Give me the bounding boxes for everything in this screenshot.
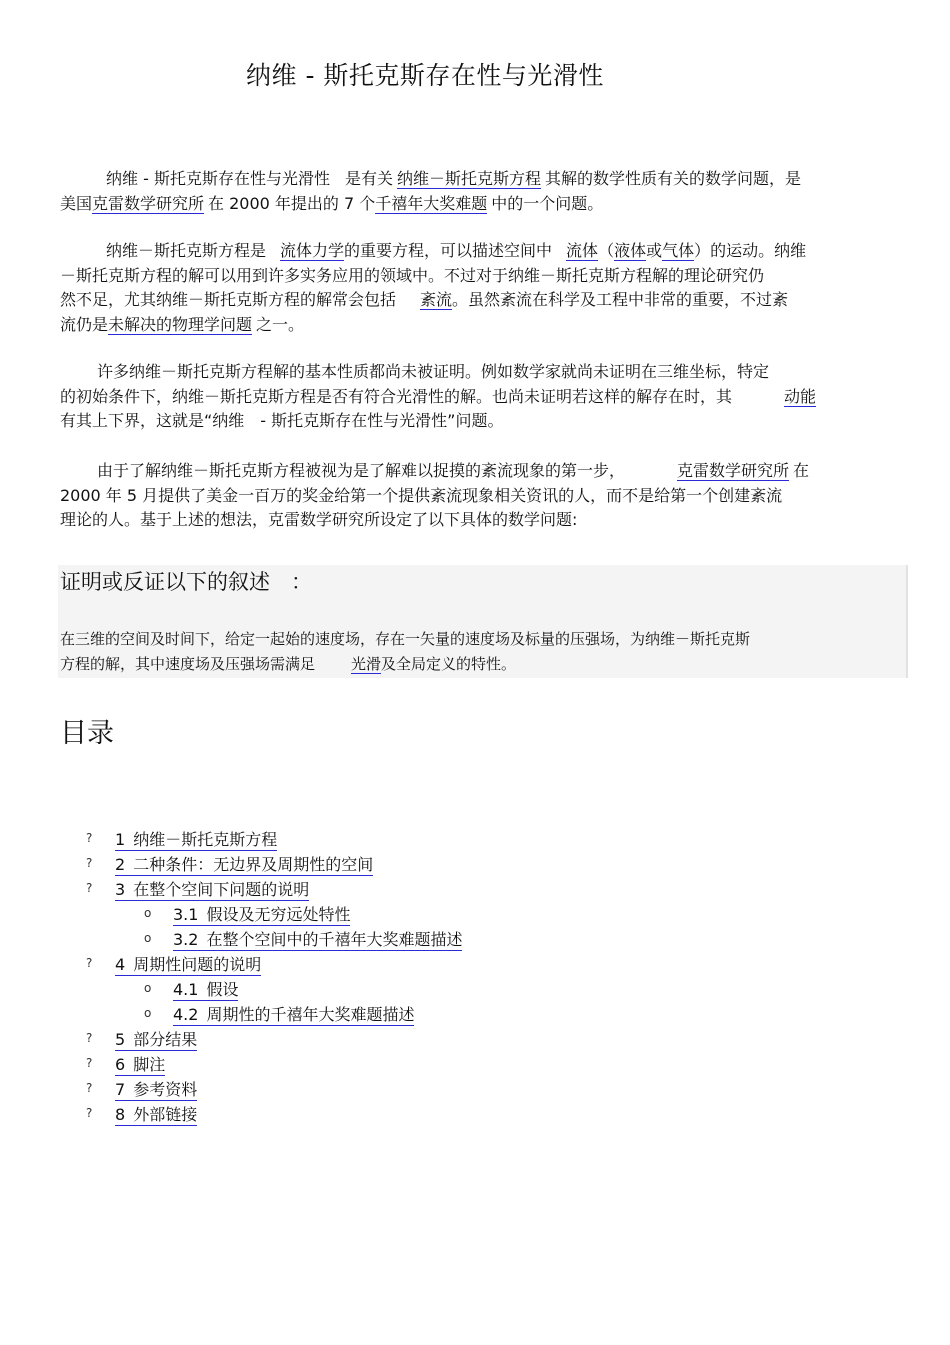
toc-title: 目录 <box>60 718 114 749</box>
bullet-icon: ? <box>86 881 93 895</box>
toc-text: 纳维－斯托克斯方程 <box>133 830 278 849</box>
text-line <box>60 459 902 484</box>
page-title: 纳维 - 斯托克斯存在性与光滑性 <box>246 61 604 90</box>
toc-number: 4 <box>115 955 126 974</box>
bullet-icon: o <box>144 1006 152 1020</box>
statement-body <box>60 627 750 676</box>
bullet-icon: ? <box>86 1081 93 1095</box>
link-smooth[interactable]: 光滑 <box>351 654 382 673</box>
toc-link[interactable] <box>173 977 238 1001</box>
text-line <box>60 652 750 677</box>
text-span: 在 2000 年提出的 7 个 <box>208 193 376 213</box>
text-span: 中的一个问题。 <box>491 193 604 213</box>
toc-text: 在整个空间下问题的说明 <box>133 880 310 899</box>
toc-subitem <box>0 1001 950 1026</box>
toc-link[interactable] <box>115 952 261 976</box>
toc-link[interactable] <box>115 1102 197 1126</box>
toc-text: 在整个空间中的千禧年大奖难题描述 <box>206 930 463 949</box>
link-unsolved-physics[interactable]: 未解决的物理学问题 <box>108 314 253 334</box>
bullet-icon: ? <box>86 1056 93 1070</box>
text-span: （ <box>598 241 615 260</box>
text-span: 纳维－斯托克斯方程是 <box>106 241 267 260</box>
toc-number: 5 <box>115 1030 126 1049</box>
text-line: 有其上下界，这就是“纳维 - 斯托克斯存在性与光滑性”问题。 <box>60 411 504 430</box>
toc-subitem <box>0 976 950 1001</box>
text-span: 在 <box>793 461 810 480</box>
link-navier-stokes-equation[interactable]: 纳维－斯托克斯方程 <box>396 169 541 188</box>
text-span: 及全局定义的特性。 <box>381 654 517 673</box>
text-span: 方程的解，其中速度场及压强场需满足 <box>60 654 316 673</box>
toc-subitem <box>0 901 950 926</box>
toc-number: 3.2 <box>173 930 199 949</box>
toc-number: 3.1 <box>173 905 199 924</box>
bullet-icon: o <box>144 931 152 945</box>
text-span: 美国 <box>60 193 93 213</box>
bullet-icon: o <box>144 906 152 920</box>
text-span: 由于了解纳维－斯托克斯方程被视为是了解难以捉摸的紊流现象的第一步， <box>97 461 626 480</box>
link-liquid[interactable]: 液体 <box>614 241 647 260</box>
toc-item <box>0 1101 950 1126</box>
paragraph-fluid <box>60 239 902 337</box>
link-turbulence[interactable]: 紊流 <box>420 290 453 309</box>
text-span: 。虽然紊流在科学及工程中非常的重要，不过紊 <box>452 290 789 309</box>
text-span: 之一。 <box>256 314 305 334</box>
toc-text: 假设及无穷远处特性 <box>206 905 351 924</box>
text-span: 是有关 <box>344 169 393 188</box>
text-line <box>60 192 902 217</box>
toc-link[interactable] <box>115 852 373 876</box>
toc-link[interactable] <box>115 877 309 901</box>
text-line: 2000 年 5 月提供了美金一百万的奖金给第一个提供紊流现象相关资讯的人，而不是给第一个创建紊流 <box>60 485 783 505</box>
text-line: 理论的人。基于上述的想法，克雷数学研究所设定了以下具体的数学问题: <box>60 510 578 529</box>
text-span: 其解的数学性质有关的数学问题，是 <box>544 169 801 188</box>
toc-link[interactable] <box>115 1077 197 1101</box>
bullet-icon: ? <box>86 1106 93 1120</box>
link-millennium-prize[interactable]: 千禧年大奖难题 <box>375 193 488 213</box>
text-line <box>60 360 902 385</box>
toc-text: 部分结果 <box>133 1030 198 1049</box>
text-span: 的初始条件下，纳维－斯托克斯方程是否有符合光滑性的解。也尚未证明若这样的解存在时，其 <box>60 386 733 406</box>
paragraph-prize <box>60 459 902 533</box>
toc-number: 6 <box>115 1055 126 1074</box>
text-span: ）的运动。纳维 <box>694 241 807 260</box>
toc-link[interactable] <box>115 1027 197 1051</box>
bullet-icon: ? <box>86 856 93 870</box>
toc-number: 1 <box>115 830 126 849</box>
text-line: 在三维的空间及时间下，给定一起始的速度场，存在一矢量的速度场及标量的压强场，为纳维－斯托克斯 <box>60 630 751 648</box>
toc-item <box>0 951 950 976</box>
toc-text: 参考资料 <box>133 1080 198 1099</box>
text-span: 纳维 - 斯托克斯存在性与光滑性 <box>106 169 330 188</box>
text-line <box>60 288 902 313</box>
toc-item <box>0 1051 950 1076</box>
text-span: 或 <box>646 241 663 260</box>
toc-item <box>0 1026 950 1051</box>
bullet-icon: ? <box>86 1031 93 1045</box>
link-clay-institute[interactable]: 克雷数学研究所 <box>677 461 790 480</box>
toc-link[interactable] <box>173 1002 414 1026</box>
link-kinetic-energy[interactable]: 动能 <box>784 386 817 406</box>
text-line <box>60 239 902 264</box>
toc-link[interactable] <box>173 927 462 951</box>
text-line: －斯托克斯方程的解可以用到许多实务应用的领域中。不过对于纳维－斯托克斯方程解的理论研究仍 <box>60 265 765 285</box>
bullet-icon: ? <box>86 956 93 970</box>
toc-item <box>0 1076 950 1101</box>
statement-heading: 证明或反证以下的叙述 ： <box>60 570 312 594</box>
toc-text: 周期性问题的说明 <box>133 955 262 974</box>
paragraph-open-problems <box>60 360 902 434</box>
toc-item <box>0 851 950 876</box>
text-span: 流仍是 <box>60 314 109 334</box>
bullet-icon: ? <box>86 831 93 845</box>
toc-number: 2 <box>115 855 126 874</box>
toc-text: 外部链接 <box>133 1105 198 1124</box>
toc-text: 周期性的千禧年大奖难题描述 <box>206 1005 415 1024</box>
bullet-icon: o <box>144 981 152 995</box>
toc-item <box>0 826 950 851</box>
link-clay-institute[interactable]: 克雷数学研究所 <box>92 193 205 213</box>
toc-item <box>0 876 950 901</box>
toc-link[interactable] <box>173 902 350 926</box>
toc-number: 3 <box>115 880 126 899</box>
text-line <box>60 313 902 338</box>
toc-number: 7 <box>115 1080 126 1099</box>
paragraph-intro <box>60 167 902 216</box>
link-gas[interactable]: 气体 <box>662 241 695 260</box>
text-line <box>60 385 902 410</box>
toc-text: 二种条件：无边界及周期性的空间 <box>133 855 374 874</box>
text-span: 的重要方程，可以描述空间中 <box>344 241 553 260</box>
toc-text: 假设 <box>206 980 239 999</box>
toc-number: 8 <box>115 1105 126 1124</box>
link-fluid-mechanics[interactable]: 流体力学 <box>280 241 345 260</box>
toc-text: 脚注 <box>133 1055 166 1074</box>
text-span: 许多纳维－斯托克斯方程解的基本性质都尚未被证明。例如数学家就尚未证明在三维坐标，特定 <box>97 362 770 381</box>
table-of-contents <box>0 826 950 1126</box>
text-line <box>60 167 902 192</box>
link-fluid[interactable]: 流体 <box>566 241 599 260</box>
toc-link[interactable] <box>115 827 277 851</box>
toc-number: 4.1 <box>173 980 199 999</box>
toc-number: 4.2 <box>173 1005 199 1024</box>
toc-link[interactable] <box>115 1052 165 1076</box>
toc-subitem <box>0 926 950 951</box>
text-span: 然不足，尤其纳维－斯托克斯方程的解常会包括 <box>60 290 397 309</box>
